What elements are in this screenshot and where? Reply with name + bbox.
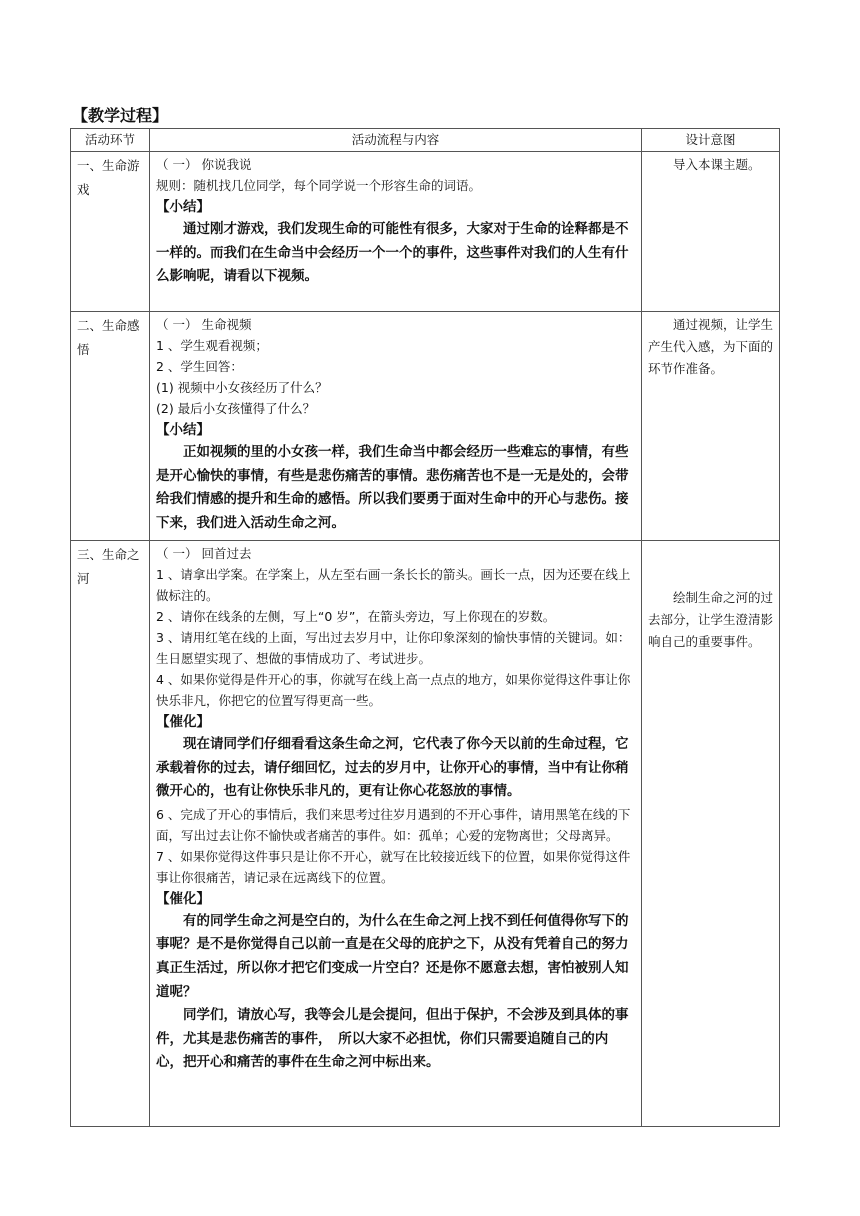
content-cell: [150, 312, 642, 541]
content-line: （ 一） 你说我说: [156, 157, 252, 172]
header-design-intent: 设计意图: [642, 129, 780, 152]
content-line: （ 一） 回首过去: [156, 546, 252, 561]
header-process-content: 活动流程与内容: [150, 129, 642, 152]
catalyst-text: 现在请同学们仔细看看这条生命之河，它代表了你今天以前的生命过程，它承载着你的过去，请仔细回忆，过去的岁月中，让你开心的事情，当中有让你稍微开心的，也有让你快乐非凡的，更有让你心花怒放的事情。: [156, 736, 629, 800]
content-line: (1) 视频中小女孩经历了什么？: [156, 380, 328, 395]
catalyst-text: 同学们，请放心写，我等会儿是会提问，但出于保护，不会涉及到具体的事件，尤其是悲伤痛苦的事件， 所以大家不必担忧，你们只需要追随自己的内心，把开心和痛苦的事件在生命之河中标出来。: [156, 1007, 629, 1071]
content-line: 6 、完成了开心的事情后，我们来思考过往岁月遇到的不开心事件，请用黑笔在线的下面，写出过去让你不愉快或者痛苦的事件。如：孤单；心爱的宠物离世；父母离异。: [156, 806, 631, 843]
content-line: （ 一） 生命视频: [156, 317, 252, 332]
summary-label: 【小结】: [156, 199, 210, 215]
content-line: 7 、如果你觉得这件事只是让你不开心，就写在比较接近线下的位置，如果你觉得这件事让你很痛苦，请记录在远离线下的位置。: [156, 848, 631, 885]
intent-text: 绘制生命之河的过去部分，让学生澄清影响自己的重要事件。: [648, 590, 774, 649]
content-line: 3 、请用红笔在线的上面，写出过去岁月中，让你印象深刻的愉快事情的关键词。如：生日愿望实现了、想做的事情成功了、考试进步。: [156, 630, 631, 666]
intent-cell: [642, 152, 780, 312]
content-line: 1 、请拿出学案。在学案上，从左至右画一条长长的箭头。画长一点，因为还要在线上做标注的。: [156, 567, 631, 603]
table-row: [71, 152, 780, 312]
intent-cell: [642, 312, 780, 541]
catalyst-text: 有的同学生命之河是空白的，为什么在生命之河上找不到任何值得你写下的事呢？是不是你觉得自己以前一直是在父母的庇护之下，从没有凭着自己的努力真正生活过，所以你才把它们变成一片空白？还是你不愿意去想，害怕被别人知道呢？: [156, 912, 629, 1000]
section-name: 二、生命感悟: [71, 312, 150, 541]
section-name: 一、生命游戏: [71, 152, 150, 312]
summary-text: 正如视频的里的小女孩一样，我们生命当中都会经历一些难忘的事情，有些是开心愉快的事情，有些是悲伤痛苦的事情。悲伤痛苦也不是一无是处的，会带给我们情感的提升和生命的感悟。所以我们要勇于面对生命中的开心与悲伤。接下来，我们进入活动生命之河。: [156, 444, 629, 531]
summary-label: 【小结】: [156, 422, 210, 438]
section-heading: 【教学过程】: [72, 106, 169, 125]
section-name: 三、生命之河: [71, 541, 150, 1127]
intent-text: 通过视频，让学生产生代入感，为下面的环节作准备。: [648, 317, 774, 376]
content-cell: [150, 152, 642, 312]
intent-cell: [642, 541, 780, 1127]
header-activity-stage: 活动环节: [71, 129, 150, 152]
content-line: 规则：随机找几位同学，每个同学说一个形容生命的词语。: [156, 178, 482, 193]
table-header-row: [71, 129, 780, 152]
summary-text: 通过刚才游戏，我们发现生命的可能性有很多，大家对于生命的诠释都是不一样的。而我们在生命当中会经历一个一个的事件，这些事件对我们的人生有什么影响呢，请看以下视频。: [156, 221, 629, 285]
catalyst-label: 【催化】: [156, 890, 210, 907]
intent-text: 导入本课主题。: [673, 157, 761, 172]
teaching-process-table: [70, 128, 780, 1127]
content-line: 2 、请你在线条的左侧，写上“0 岁”，在箭头旁边，写上你现在的岁数。: [156, 609, 556, 624]
content-line: 1 、学生观看视频；: [156, 338, 268, 353]
catalyst-label: 【催化】: [156, 714, 210, 730]
table-row: [71, 312, 780, 541]
content-line: (2) 最后小女孩懂得了什么？: [156, 401, 316, 416]
content-cell: [150, 541, 642, 1127]
content-line: 2 、学生回答：: [156, 359, 243, 374]
table-row: [71, 541, 780, 1127]
content-line: 4 、如果你觉得是件开心的事，你就写在线上高一点点的地方，如果你觉得这件事让你快乐非凡，你把它的位置写得更高一些。: [156, 672, 631, 708]
